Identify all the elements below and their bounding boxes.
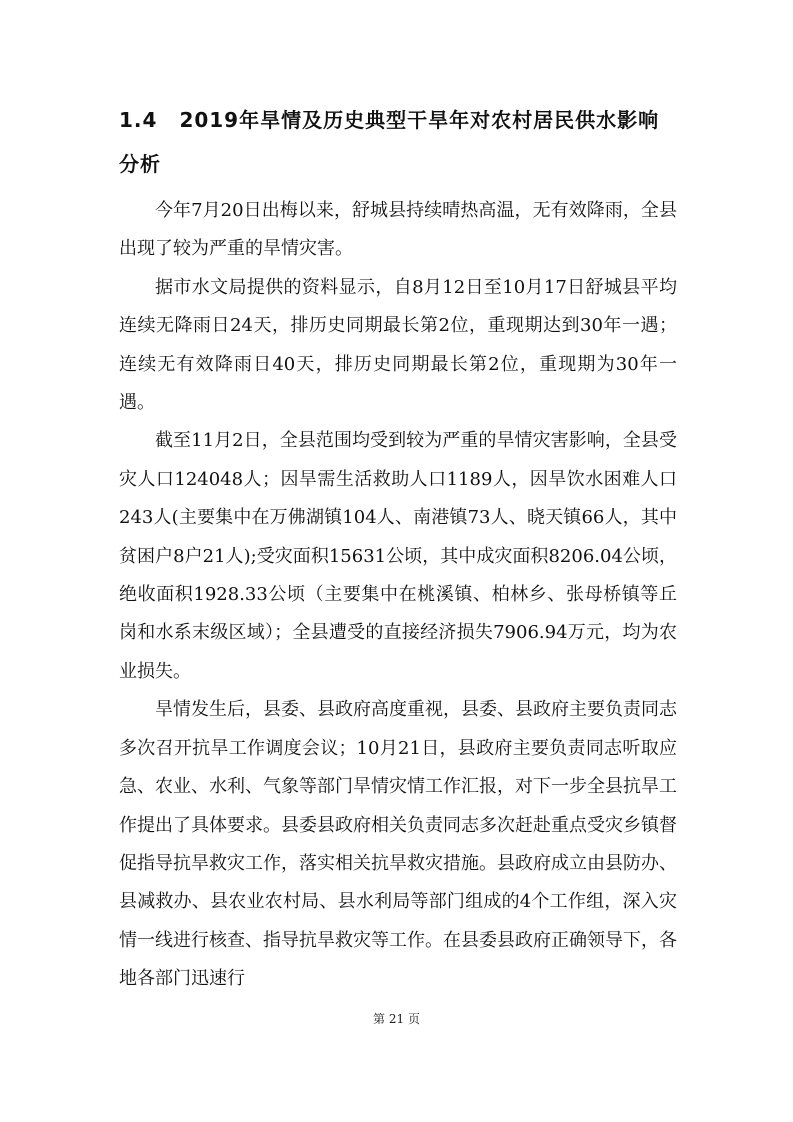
section-heading <box>119 98 679 186</box>
page-number: 第 21 页 <box>373 1012 420 1026</box>
section-number: 1.4 <box>119 108 158 132</box>
paragraph-intro: 今年7月20日出梅以来，舒城县持续晴热高温，无有效降雨，全县出现了较为严重的旱情灾害。 <box>119 200 677 260</box>
body-text <box>119 192 677 999</box>
paragraph-hydrology: 据市水文局提供的资料显示，自8月12日至10月17日舒城县平均连续无降雨日24天，排历史同期最长第2位，重现期达到30年一遇；连续无有效降雨日40天，排历史同期最长第2位，重现期为30年一遇。 <box>119 276 677 414</box>
section-title: 2019年旱情及历史典型干旱年对农村居民供水影响分析 <box>119 108 660 176</box>
paragraph-response: 旱情发生后，县委、县政府高度重视，县委、县政府主要负责同志多次召开抗旱工作调度会议；10月21日，县政府主要负责同志听取应急、农业、水利、气象等部门旱情灾情工作汇报，对下一步全县抗旱工作提出了具体要求。县委县政府相关负责同志多次赶赴重点受灾乡镇督促指导抗旱救灾工作，落实相关抗旱救灾措施。县政府成立由县防办、县减救办、县农业农村局、县水利局等部门组成的4个工作组，深入灾情一线进行核查、指导抗旱救灾等工作。在县委县政府正确领导下，各地各部门迅速行 <box>119 699 677 990</box>
paragraph-impact: 截至11月2日，全县范围均受到较为严重的旱情灾害影响，全县受灾人口124048人；因旱需生活救助人口1189人，因旱饮水困难人口243人(主要集中在万佛湖镇104人、南港镇73人、晓天镇66人，其中贫困户8户21人);受灾面积15631公顷，其中成灾面积8206.04公顷，绝收面积1928.33公顷（主要集中在桃溪镇、柏林乡、张母桥镇等丘岗和水系末级区域）；全县遭受的直接经济损失7906.94万元，均为农业损失。 <box>119 430 677 682</box>
